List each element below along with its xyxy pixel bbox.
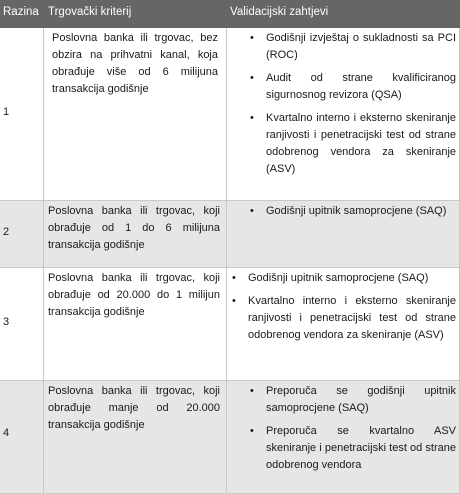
requirement-text: Audit od strane kvalificiranog sigurnosnog revizora (QSA) (266, 72, 456, 101)
column-divider (43, 28, 44, 494)
bullet-icon: • (250, 112, 254, 124)
row-requirements (232, 270, 456, 350)
bullet-icon: • (250, 425, 254, 437)
requirement-text: Godišnji upitnik samoprocjene (SAQ) (266, 205, 447, 217)
requirement-text: Preporuča se kvartalno ASV skeniranje i penetracijski test od strane odobrenog vendora (266, 425, 456, 471)
requirement-text: Godišnji upitnik samoprocjene (SAQ) (248, 272, 429, 284)
list-item (250, 70, 456, 104)
row-level: 3 (3, 316, 10, 328)
bullet-icon: • (250, 72, 254, 84)
list-item (250, 203, 456, 220)
requirement-text: Preporuča se godišnji upitnik samoprocjene (SAQ) (266, 385, 456, 414)
row-requirements (250, 30, 456, 184)
row-requirements (250, 203, 456, 226)
header-criteria: Trgovački kriterij (48, 6, 132, 18)
row-level: 2 (3, 226, 10, 238)
bullet-icon: • (232, 272, 236, 284)
table-row (0, 381, 460, 494)
row-requirements (250, 383, 456, 480)
list-item (232, 293, 456, 344)
header-requirements: Validacijski zahtjevi (230, 6, 329, 18)
bullet-icon: • (232, 295, 236, 307)
header-level: Razina (3, 6, 39, 18)
table-row (0, 28, 460, 200)
list-item (250, 30, 456, 64)
row-criteria: Poslovna banka ili trgovac, koji obrađuje manje od 20.000 transakcija godišnje (48, 385, 220, 431)
table-header (0, 0, 460, 28)
column-divider (226, 28, 227, 494)
row-level: 4 (3, 427, 10, 439)
requirement-text: Kvartalno interno i eksterno skeniranje ranjivosti i penetracijski test od strane odobrenog vendora za skeniranje (ASV) (266, 112, 456, 175)
list-item (250, 423, 456, 474)
requirement-text: Godišnji izvještaj o sukladnosti sa PCI (ROC) (266, 32, 456, 61)
list-item (250, 110, 456, 178)
bullet-icon: • (250, 32, 254, 44)
row-criteria: Poslovna banka ili trgovac, koji obrađuje od 1 do 6 milijuna transakcija godišnje (48, 205, 220, 251)
row-criteria: Poslovna banka ili trgovac, koji obrađuje od 20.000 do 1 milijun transakcija godišnje (48, 272, 220, 318)
table-row (0, 201, 460, 267)
row-criteria: Poslovna banka ili trgovac, bez obzira na prihvatni kanal, koja obrađuje više od 6 milijuna transakcija godišnje (52, 32, 218, 95)
list-item (232, 270, 456, 287)
requirement-text: Kvartalno interno i eksterno skeniranje ranjivosti i penetracijski test od strane odobrenog vendora za skeniranje (ASV) (248, 295, 456, 341)
list-item (250, 383, 456, 417)
table-row (0, 268, 460, 380)
bullet-icon: • (250, 205, 254, 217)
row-level: 1 (3, 106, 10, 118)
bullet-icon: • (250, 385, 254, 397)
